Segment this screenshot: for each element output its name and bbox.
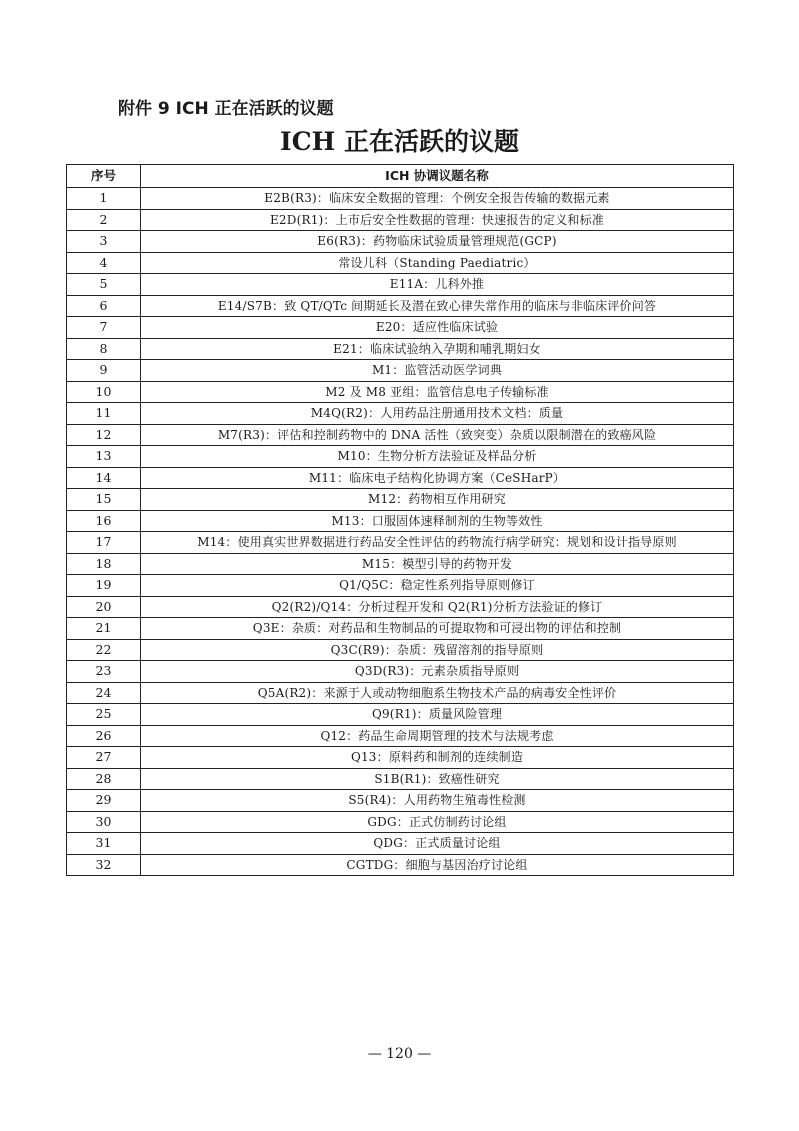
row-number: 7 — [67, 317, 141, 339]
table-row — [67, 209, 734, 231]
table-row — [67, 317, 734, 339]
row-number: 5 — [67, 274, 141, 296]
table-row — [67, 790, 734, 812]
table-row — [67, 467, 734, 489]
row-number: 25 — [67, 704, 141, 726]
table-row — [67, 811, 734, 833]
page-number: — 120 — — [367, 1046, 432, 1062]
topic-name: M11：临床电子结构化协调方案（CeSHarP） — [141, 467, 734, 489]
table-row — [67, 338, 734, 360]
header-number: 序号 — [67, 165, 141, 188]
table-row — [67, 747, 734, 769]
table-row — [67, 618, 734, 640]
row-number: 17 — [67, 532, 141, 554]
topic-name: Q3E：杂质：对药品和生物制品的可提取物和可浸出物的评估和控制 — [141, 618, 734, 640]
row-number: 29 — [67, 790, 141, 812]
topic-name: Q3D(R3)：元素杂质指导原则 — [141, 661, 734, 683]
topic-name: E20：适应性临床试验 — [141, 317, 734, 339]
row-number: 11 — [67, 403, 141, 425]
topic-name: M13：口服固体速释制剂的生物等效性 — [141, 510, 734, 532]
topic-name: E2D(R1)：上市后安全性数据的管理：快速报告的定义和标准 — [141, 209, 734, 231]
row-number: 16 — [67, 510, 141, 532]
table-row — [67, 596, 734, 618]
table-row — [67, 274, 734, 296]
topic-name: GDG：正式仿制药讨论组 — [141, 811, 734, 833]
table-row — [67, 553, 734, 575]
topic-name: M10：生物分析方法验证及样品分析 — [141, 446, 734, 468]
row-number: 28 — [67, 768, 141, 790]
topic-name: 常设儿科（Standing Paediatric） — [141, 252, 734, 274]
header-topic-name: ICH 协调议题名称 — [141, 165, 734, 188]
topic-name: QDG：正式质量讨论组 — [141, 833, 734, 855]
row-number: 10 — [67, 381, 141, 403]
topic-name: Q9(R1)：质量风险管理 — [141, 704, 734, 726]
table-row — [67, 231, 734, 253]
row-number: 6 — [67, 295, 141, 317]
topic-name: Q3C(R9)：杂质：残留溶剂的指导原则 — [141, 639, 734, 661]
topic-name: E2B(R3)：临床安全数据的管理：个例安全报告传输的数据元素 — [141, 188, 734, 210]
topic-name: S5(R4)：人用药物生殖毒性检测 — [141, 790, 734, 812]
table-row — [67, 381, 734, 403]
table-row — [67, 532, 734, 554]
table-row — [67, 424, 734, 446]
topic-name: Q13：原料药和制剂的连续制造 — [141, 747, 734, 769]
table-row — [67, 575, 734, 597]
ich-topics-table — [66, 164, 734, 876]
row-number: 19 — [67, 575, 141, 597]
table-row — [67, 639, 734, 661]
table-row — [67, 489, 734, 511]
row-number: 23 — [67, 661, 141, 683]
table-row — [67, 510, 734, 532]
topic-name: M15：模型引导的药物开发 — [141, 553, 734, 575]
row-number: 14 — [67, 467, 141, 489]
row-number: 13 — [67, 446, 141, 468]
row-number: 3 — [67, 231, 141, 253]
topic-name: M1：监管活动医学词典 — [141, 360, 734, 382]
row-number: 31 — [67, 833, 141, 855]
attachment-label: 附件 9 ICH 正在活跃的议题 — [118, 99, 334, 119]
table-row — [67, 661, 734, 683]
topic-name: Q12：药品生命周期管理的技术与法规考虑 — [141, 725, 734, 747]
row-number: 32 — [67, 854, 141, 876]
table-row — [67, 360, 734, 382]
row-number: 1 — [67, 188, 141, 210]
topic-name: E21：临床试验纳入孕期和哺乳期妇女 — [141, 338, 734, 360]
table-header-row — [67, 165, 734, 188]
topic-name: Q5A(R2)：来源于人或动物细胞系生物技术产品的病毒安全性评价 — [141, 682, 734, 704]
table-row — [67, 446, 734, 468]
table-body — [67, 188, 734, 876]
row-number: 26 — [67, 725, 141, 747]
row-number: 18 — [67, 553, 141, 575]
table-row — [67, 833, 734, 855]
topic-name: S1B(R1)：致癌性研究 — [141, 768, 734, 790]
row-number: 27 — [67, 747, 141, 769]
table-row — [67, 854, 734, 876]
table-row — [67, 188, 734, 210]
row-number: 15 — [67, 489, 141, 511]
document-title: ICH 正在活跃的议题 — [280, 127, 519, 156]
topic-name: M7(R3)：评估和控制药物中的 DNA 活性（致突变）杂质以限制潜在的致癌风险 — [141, 424, 734, 446]
row-number: 8 — [67, 338, 141, 360]
table-row — [67, 725, 734, 747]
row-number: 21 — [67, 618, 141, 640]
table-row — [67, 403, 734, 425]
row-number: 30 — [67, 811, 141, 833]
row-number: 2 — [67, 209, 141, 231]
table-row — [67, 252, 734, 274]
topic-name: M14：使用真实世界数据进行药品安全性评估的药物流行病学研究：规划和设计指导原则 — [141, 532, 734, 554]
row-number: 12 — [67, 424, 141, 446]
table-row — [67, 682, 734, 704]
row-number: 20 — [67, 596, 141, 618]
topic-name: Q2(R2)/Q14：分析过程开发和 Q2(R1)分析方法验证的修订 — [141, 596, 734, 618]
table-row — [67, 768, 734, 790]
table-row — [67, 704, 734, 726]
topic-name: E11A：儿科外推 — [141, 274, 734, 296]
topic-name: Q1/Q5C：稳定性系列指导原则修订 — [141, 575, 734, 597]
topic-name: M4Q(R2)：人用药品注册通用技术文档：质量 — [141, 403, 734, 425]
row-number: 22 — [67, 639, 141, 661]
row-number: 24 — [67, 682, 141, 704]
topic-name: M2 及 M8 亚组：监管信息电子传输标准 — [141, 381, 734, 403]
topic-name: CGTDG：细胞与基因治疗讨论组 — [141, 854, 734, 876]
topic-name: E14/S7B：致 QT/QTc 间期延长及潜在致心律失常作用的临床与非临床评价问答 — [141, 295, 734, 317]
row-number: 9 — [67, 360, 141, 382]
table-row — [67, 295, 734, 317]
topic-name: E6(R3)：药物临床试验质量管理规范(GCP) — [141, 231, 734, 253]
topic-name: M12：药物相互作用研究 — [141, 489, 734, 511]
row-number: 4 — [67, 252, 141, 274]
